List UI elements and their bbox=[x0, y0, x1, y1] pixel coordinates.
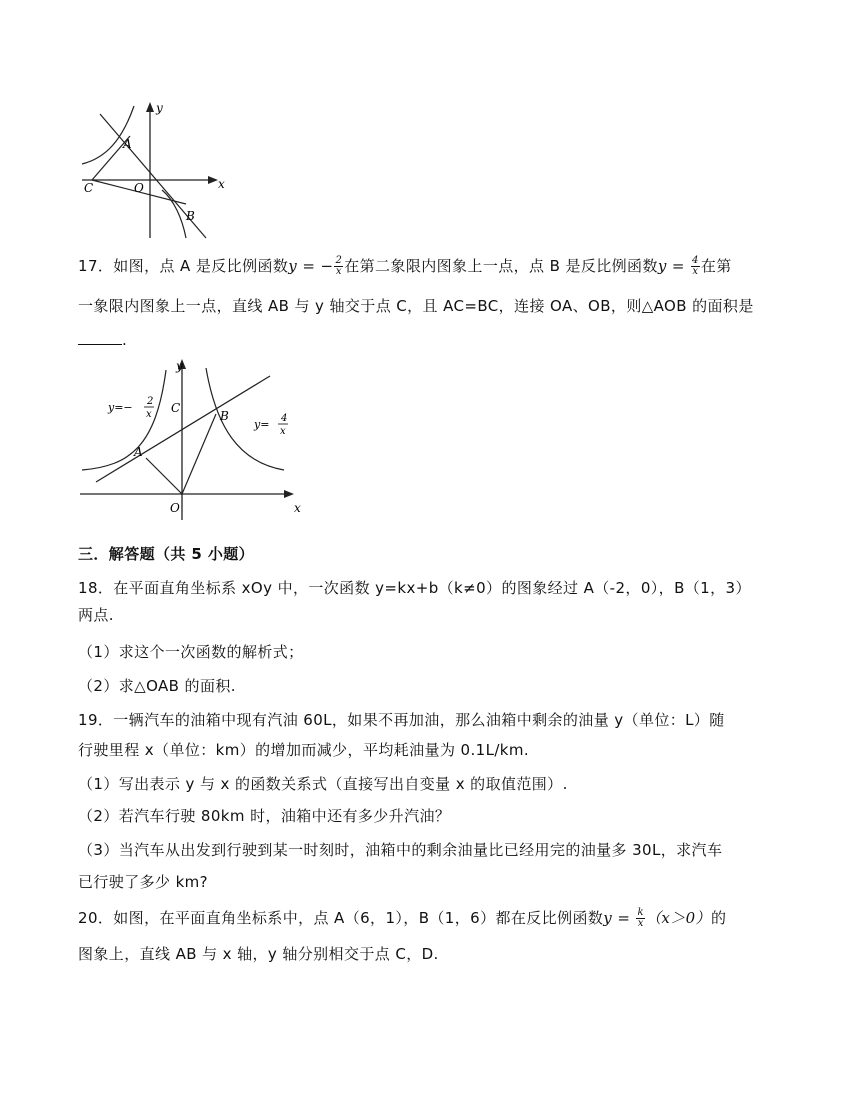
figure-1 bbox=[78, 100, 228, 240]
fig2-segment-oa bbox=[146, 458, 182, 494]
fig2-line-ab bbox=[96, 376, 270, 482]
fig1-label-y: y bbox=[156, 101, 163, 115]
fig1-curve-lower bbox=[162, 190, 186, 238]
fig1-x-arrow bbox=[208, 176, 218, 184]
fig1-curve-upper bbox=[82, 106, 134, 164]
q17-text-a: 17．如图，点 A 是反比例函数 bbox=[78, 257, 289, 275]
q19-part-3-line-1: （3）当汽车从出发到行驶到某一时刻时，油箱中的剩余油量比已经用完的油量多 30L，求汽车 bbox=[78, 841, 723, 859]
q19-line-1: 19．一辆汽车的油箱中现有汽油 60L，如果不再加油，那么油箱中剩余的油量 y（单位：L）随 bbox=[78, 711, 725, 729]
fig2-curve-left-lhs: y=− bbox=[108, 401, 133, 414]
q20-formula-condition: （x＞0） bbox=[645, 909, 711, 927]
fig2-label-a: A bbox=[134, 445, 143, 459]
figure-2 bbox=[78, 354, 310, 524]
fig1-label-a: A bbox=[123, 137, 132, 151]
q20-formula-lhs: y = bbox=[603, 909, 636, 927]
fig2-curve-right bbox=[206, 368, 284, 470]
q17-formula-2-lhs: y = bbox=[657, 257, 691, 275]
fig2-label-x: x bbox=[294, 501, 301, 515]
q19-part-1: （1）写出表示 y 与 x 的函数关系式（直接写出自变量 x 的取值范围）. bbox=[78, 775, 568, 793]
fig1-label-c: C bbox=[84, 181, 94, 195]
q17-answer-blank[interactable] bbox=[78, 330, 122, 345]
fig2-curve-right-num: 4 bbox=[281, 413, 288, 424]
q17-line-3: . bbox=[78, 330, 127, 350]
fig2-label-y: y bbox=[176, 359, 183, 373]
q17-line-1 bbox=[78, 256, 732, 277]
fig2-x-arrow bbox=[284, 490, 294, 498]
fig1-label-b: B bbox=[186, 209, 195, 223]
q20-text-b: 的 bbox=[710, 909, 727, 927]
fig2-label-b: B bbox=[220, 409, 229, 423]
q20-line-1 bbox=[78, 908, 726, 929]
q17-formula-1-lhs: y = − bbox=[288, 257, 334, 275]
fig2-curve-right-lhs: y= bbox=[254, 418, 270, 431]
fig2-curve-left-den: x bbox=[146, 409, 152, 420]
q18-part-2: （2）求△OAB 的面积. bbox=[78, 677, 236, 695]
fig2-curve-right-den: x bbox=[280, 426, 286, 437]
q20-line-2: 图象上，直线 AB 与 x 轴，y 轴分别相交于点 C，D. bbox=[78, 945, 439, 963]
q19-line-2: 行驶里程 x（单位：km）的增加而减少，平均耗油量为 0.1L/km. bbox=[78, 741, 530, 759]
fig1-label-x: x bbox=[218, 177, 225, 191]
q18-part-1: （1）求这个一次函数的解析式； bbox=[78, 643, 304, 661]
fig2-curve-left bbox=[82, 370, 166, 470]
fig1-y-arrow bbox=[146, 102, 154, 112]
q20-formula-fraction: $\frac{k}{x}$ bbox=[637, 907, 644, 929]
fig1-label-o: O bbox=[134, 181, 144, 195]
q17-formula-2-fraction: $\frac{4}{x}$ bbox=[692, 255, 699, 277]
q17-formula-1-fraction: $\frac{2}{x}$ bbox=[335, 255, 343, 277]
fig2-label-o: O bbox=[170, 501, 180, 515]
q17-line-2: 一象限内图象上一点，直线 AB 与 y 轴交于点 C，且 AC=BC，连接 OA、OB，则△AOB 的面积是 bbox=[78, 297, 754, 315]
section-3-title: 三．解答题（共 5 小题） bbox=[78, 545, 255, 563]
q17-text-b: 在第二象限内图象上一点，点 B 是反比例函数 bbox=[344, 257, 658, 275]
fig2-label-c: C bbox=[171, 401, 181, 415]
q19-part-3-line-2: 已行驶了多少 km? bbox=[78, 873, 209, 891]
q17-text-c: 在第 bbox=[700, 257, 732, 275]
q18-line-2: 两点. bbox=[78, 606, 114, 624]
q20-text-a: 20．如图，在平面直角坐标系中，点 A（6，1），B（1，6）都在反比例函数 bbox=[78, 909, 604, 927]
q18-line-1: 18．在平面直角坐标系 xOy 中，一次函数 y=kx+b（k≠0）的图象经过 A（-2，0），B（1，3） bbox=[78, 579, 751, 597]
q19-part-2: （2）若汽车行驶 80km 时，油箱中还有多少升汽油？ bbox=[78, 807, 451, 825]
fig2-curve-left-num: 2 bbox=[147, 396, 154, 407]
